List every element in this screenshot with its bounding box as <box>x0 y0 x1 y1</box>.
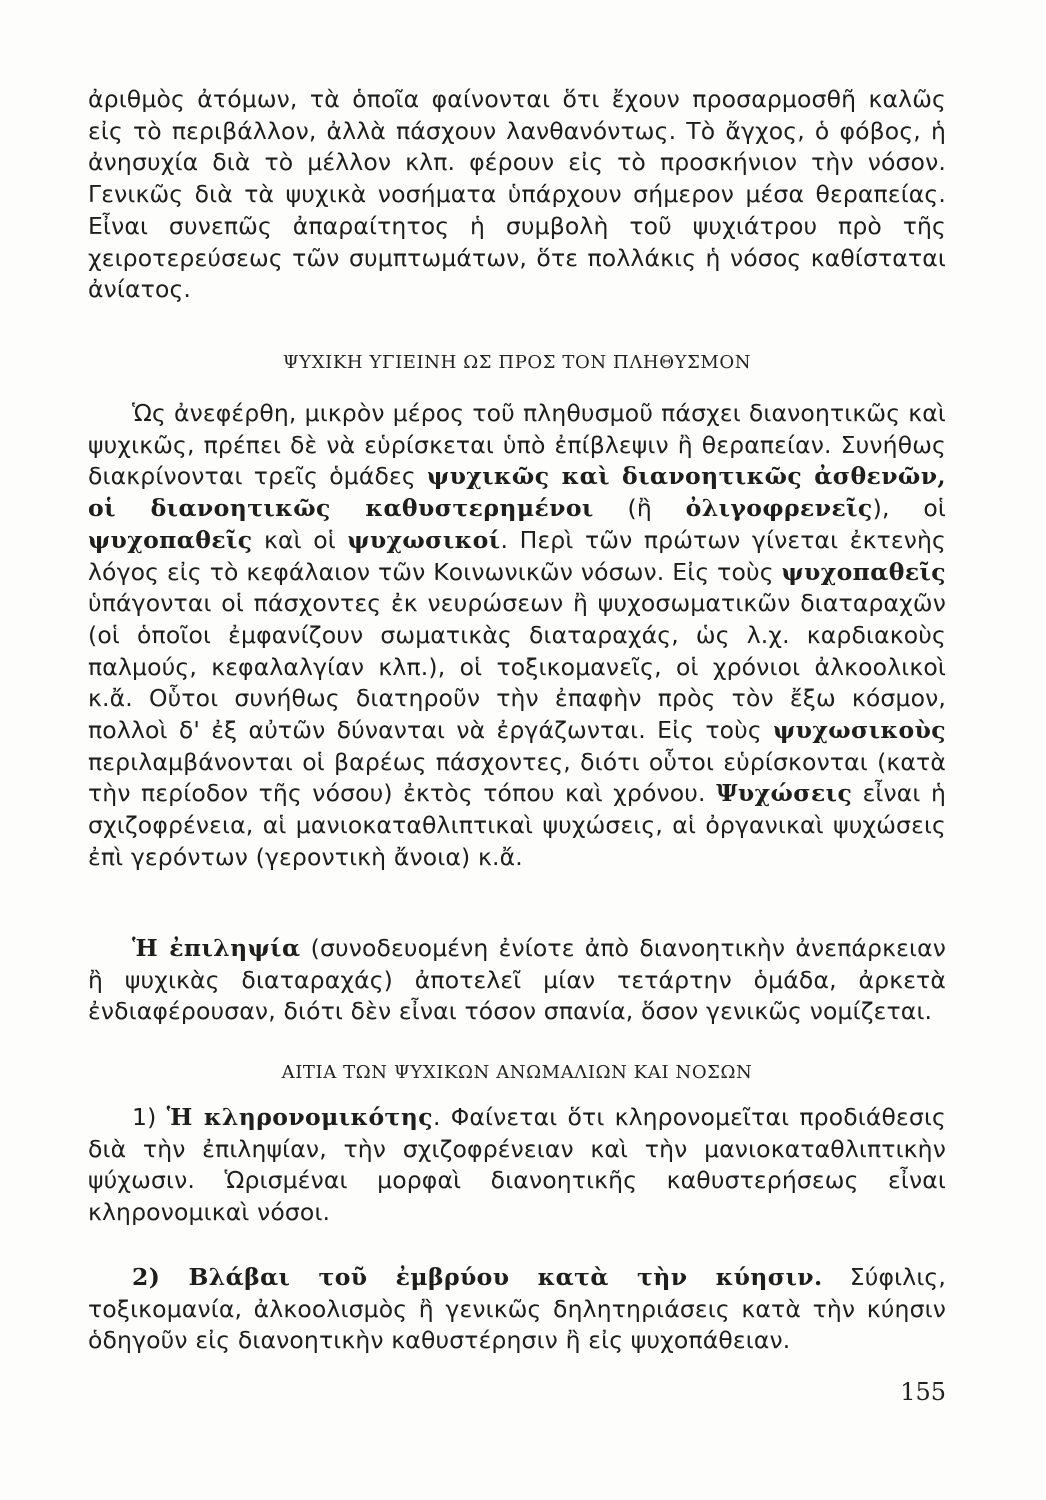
paragraph-groups <box>88 398 946 874</box>
bold-term: ψυχοπαθεῖς <box>781 557 946 586</box>
page-number: 155 <box>900 1378 946 1406</box>
bold-term: Ἡ κληρονομικότης <box>166 1103 433 1131</box>
section-heading-causes: ΑΙΤΙΑ ΤΩΝ ΨΥΧΙΚΩΝ ΑΝΩΜΑΛΙΩΝ ΚΑΙ ΝΟΣΩΝ <box>281 1062 753 1083</box>
paragraph-text: 2) Βλάβαι τοῦ ἐμβρύου κατὰ τὴν κύησιν. Σύφιλις, τοξικομανία, ἀλκοολισμὸς ἢ γενικῶς δηλητηριάσεις κατὰ τὴν κύησιν ὁδηγοῦν εἰς διανοητικὴν καθυστέρησιν ἢ εἰς ψυχοπάθειαν. <box>88 1263 946 1355</box>
paragraph-text: Ὡς ἀνεφέρθη, μικρὸν μέρος τοῦ πληθυσμοῦ πάσχει διανοητικῶς καὶ ψυχικῶς, πρέπει δὲ νὰ εὑρίσκεται ὑπὸ ἐπίβλεψιν ἢ θεραπείαν. Συνήθως διακρίνονται τρεῖς ὁμάδες ψυχικῶς καὶ διανοητικῶς ἀσθενῶν, οἱ διανοητικῶς καθυστερημένοι (ἢ ὀλιγοφρενεῖς), οἱ ψυχοπαθεῖς καὶ οἱ ψυχωσικοί. Περὶ τῶν πρώτων γίνεται ἐκτενὴς λόγος εἰς τὸ κεφάλαιον τῶν Κοινωνικῶν νόσων. Εἰς τοὺς ψυχοπαθεῖς ὑπάγονται οἱ πάσχοντες ἐκ νευρώσεων ἢ ψυχοσωματικῶν διαταραχῶν (οἱ ὁποῖοι ἐμφανίζουν σωματικὰς διαταραχάς, ὡς λ.χ. καρδιακοὺς παλμούς, κεφαλαλγίαν κλπ.), οἱ τοξικομανεῖς, οἱ χρόνιοι ἀλκοολικοὶ κ.ἄ. Οὗτοι συνήθως διατηροῦν τὴν ἐπαφὴν πρὸς τὸν ἔξω κόσμον, πολλοὶ δ' ἐξ αὐτῶν δύνανται νὰ ἐργάζωνται. Εἰς τοὺς ψυχωσικοὺς περιλαμβάνονται οἱ βαρέως πάσχοντες, διότι οὗτοι εὑρίσκονται (κατὰ τὴν περίοδον τῆς νόσου) ἐκτὸς τόπου καὶ χρόνου. Ψυχώσεις εἶναι ἡ σχιζοφρένεια, αἱ μανιοκαταθλιπτικαὶ ψυχώσεις, αἱ ὀργανικαὶ ψυχώσεις ἐπὶ γερόντων (γεροντικὴ ἄνοια) κ.ἄ. <box>88 399 946 871</box>
paragraph-heredity <box>88 1102 946 1229</box>
bold-term: Ψυχώσεις <box>716 779 853 808</box>
bold-term: ὀλιγοφρενεῖς <box>685 494 873 523</box>
paragraph-text: Ἡ ἐπιληψία (συνοδευομένη ἐνίοτε ἀπὸ διανοητικὴν ἀνεπάρκειαν ἢ ψυχικὰς διαταραχάς) ἀποτελεῖ μίαν τετάρτην ὁμάδα, ἀρκετὰ ἐνδιαφέρουσαν, διότι δὲν εἶναι τόσον σπανία, ὅσον γενικῶς νομίζεται. <box>88 934 946 1026</box>
bold-term: Ἡ ἐπιληψία <box>132 934 301 962</box>
bold-term: 2) Βλάβαι τοῦ ἐμβρύου κατὰ τὴν κύησιν. <box>132 1263 823 1291</box>
paragraph-text: ἀριθμὸς ἀτόμων, τὰ ὁποῖα φαίνονται ὅτι ἔχουν προσαρμοσθῆ καλῶς εἰς τὸ περιβάλλον, ἀλλὰ πάσχουν λανθανόντως. Τὸ ἄγχος, ὁ φόβος, ἡ ἀνησυχία διὰ τὸ μέλλον κλπ. φέρουν εἰς τὸ προσκήνιον τὴν νόσον. Γενικῶς διὰ τὰ ψυχικὰ νοσήματα ὑπάρχουν σήμερον μέσα θεραπείας. Εἶναι συνεπῶς ἀπαραίτητος ἡ συμβολὴ τοῦ ψυχιάτρου πρὸ τῆς χειροτερεύσεως τῶν συμπτωμάτων, ὅτε πολλάκις ἡ νόσος καθίσταται ἀνίατος. <box>88 85 946 304</box>
paragraph-continuation <box>88 84 946 306</box>
section-heading-population: ΨΥΧΙΚΗ ΥΓΙΕΙΝΗ ΩΣ ΠΡΟΣ ΤΟΝ ΠΛΗΘΥΣΜΟΝ <box>282 352 752 373</box>
bold-term: ψυχωσικοὺς <box>773 716 946 745</box>
paragraph-embryo-damage <box>88 1262 946 1357</box>
paragraph-epilepsy <box>88 933 946 1028</box>
paragraph-text: 1) Ἡ κληρονομικότης. Φαίνεται ὅτι κληρονομεῖται προδιάθεσις διὰ τὴν ἐπιληψίαν, τὴν σχιζοφρένειαν καὶ τὴν μανιοκαταθλιπτικὴν ψύχωσιν. Ὡρισμέναι μορφαὶ διανοητικῆς καθυστερήσεως εἶναι κληρονομικαὶ νόσοι. <box>88 1103 946 1227</box>
bold-term: ψυχοπαθεῖς <box>88 525 253 554</box>
bold-term: ψυχωσικοί <box>347 525 501 554</box>
bold-term: ψυχικῶς καὶ διανοητικῶς ἀσθενῶν, οἱ διανοητικῶς καθυστερημένοι <box>88 462 946 523</box>
